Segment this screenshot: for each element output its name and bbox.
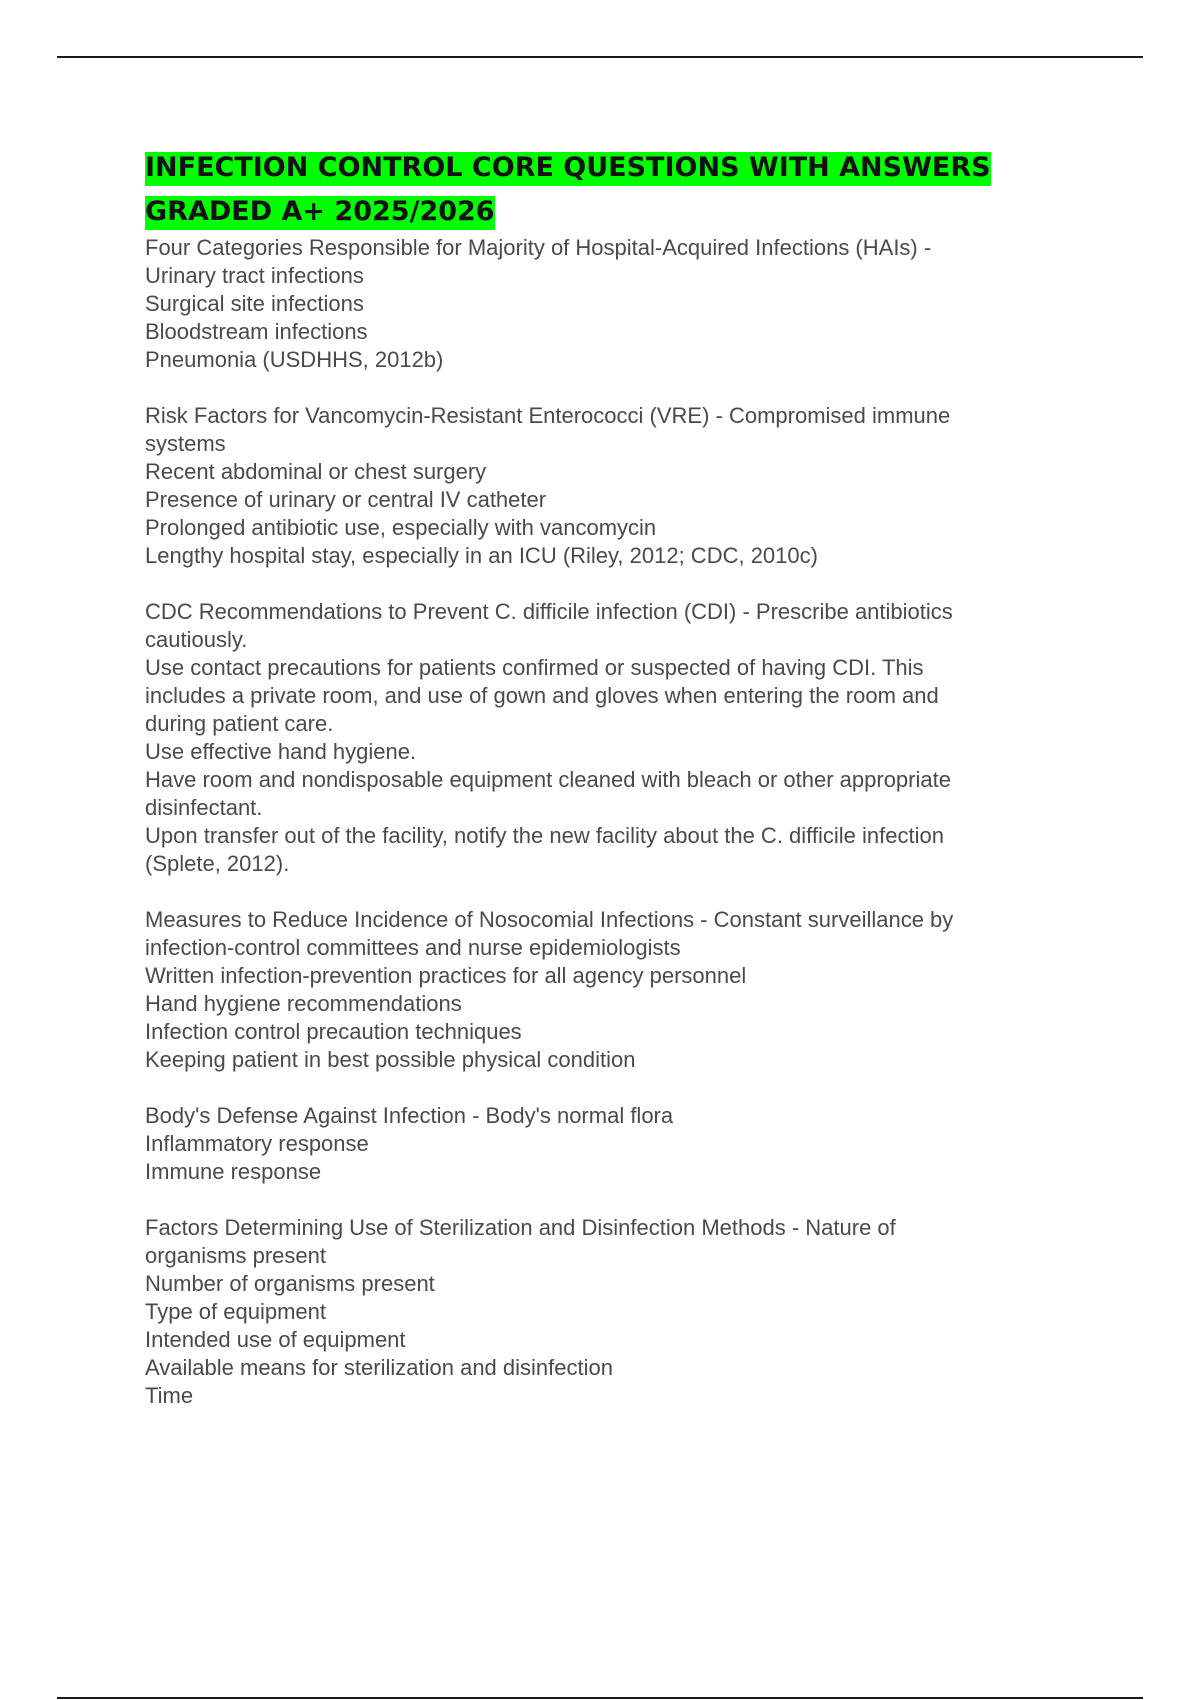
qa-answer-line: Type of equipment [145,1299,327,1324]
qa-item [145,598,1065,878]
qa-answer-line: Infection control precaution techniques [145,1019,522,1044]
qa-answer-line: Recent abdominal or chest surgery [145,459,487,484]
qa-answer-line: Have room and nondisposable equipment cleaned with bleach or other appropriate [145,767,951,792]
page-top-rule [57,56,1143,58]
qa-answer-line: cautiously. [145,627,248,652]
qa-answer-line: infection-control committees and nurse epidemiologists [145,935,681,960]
document-content [145,146,1065,1438]
qa-list [145,234,1065,1410]
qa-answer-line: Surgical site infections [145,291,364,316]
qa-answer-line: disinfectant. [145,795,263,820]
qa-answer-line: Hand hygiene recommendations [145,991,462,1016]
qa-question-line: CDC Recommendations to Prevent C. difficile infection (CDI) - Prescribe antibiotics [145,599,953,624]
qa-answer-line: Time [145,1383,194,1408]
qa-answer-line: Presence of urinary or central IV catheter [145,487,547,512]
qa-question-line: Four Categories Responsible for Majority of Hospital-Acquired Infections (HAIs) - [145,235,932,260]
qa-answer-line: Lengthy hospital stay, especially in an ICU (Riley, 2012; CDC, 2010c) [145,543,818,568]
qa-question-line: Measures to Reduce Incidence of Nosocomial Infections - Constant surveillance by [145,907,954,932]
qa-item [145,402,1065,570]
qa-item [145,234,1065,374]
qa-answer-line: Prolonged antibiotic use, especially with vancomycin [145,515,657,540]
qa-answer-line: Number of organisms present [145,1271,435,1296]
document-title-text: INFECTION CONTROL CORE QUESTIONS WITH ANSWERS GRADED A+ 2025/2026 [145,152,991,230]
page-bottom-rule [57,1697,1143,1699]
qa-answer-line: Written infection-prevention practices for all agency personnel [145,963,747,988]
qa-answer-line: Intended use of equipment [145,1327,406,1352]
qa-question-line: Factors Determining Use of Sterilization and Disinfection Methods - Nature of [145,1215,896,1240]
qa-answer-line: Use contact precautions for patients confirmed or suspected of having CDI. This [145,655,924,680]
qa-answer-line: Use effective hand hygiene. [145,739,417,764]
qa-item [145,906,1065,1074]
qa-answer-line: Pneumonia (USDHHS, 2012b) [145,347,444,372]
document-title [145,146,1065,234]
qa-item [145,1102,1065,1186]
qa-answer-line: during patient care. [145,711,334,736]
qa-question-line: Risk Factors for Vancomycin-Resistant Enterococci (VRE) - Compromised immune [145,403,951,428]
qa-answer-line: Inflammatory response [145,1131,369,1156]
qa-answer-line: Bloodstream infections [145,319,368,344]
qa-answer-line: Available means for sterilization and disinfection [145,1355,613,1380]
qa-answer-line: systems [145,431,226,456]
qa-answer-line: Upon transfer out of the facility, notify the new facility about the C. difficile infection [145,823,944,848]
qa-answer-line: organisms present [145,1243,326,1268]
qa-answer-line: Immune response [145,1159,322,1184]
qa-answer-line: Urinary tract infections [145,263,364,288]
qa-question-line: Body's Defense Against Infection - Body's normal flora [145,1103,674,1128]
qa-answer-line: (Splete, 2012). [145,851,290,876]
qa-item [145,1214,1065,1410]
qa-answer-line: Keeping patient in best possible physical condition [145,1047,636,1072]
qa-answer-line: includes a private room, and use of gown and gloves when entering the room and [145,683,939,708]
